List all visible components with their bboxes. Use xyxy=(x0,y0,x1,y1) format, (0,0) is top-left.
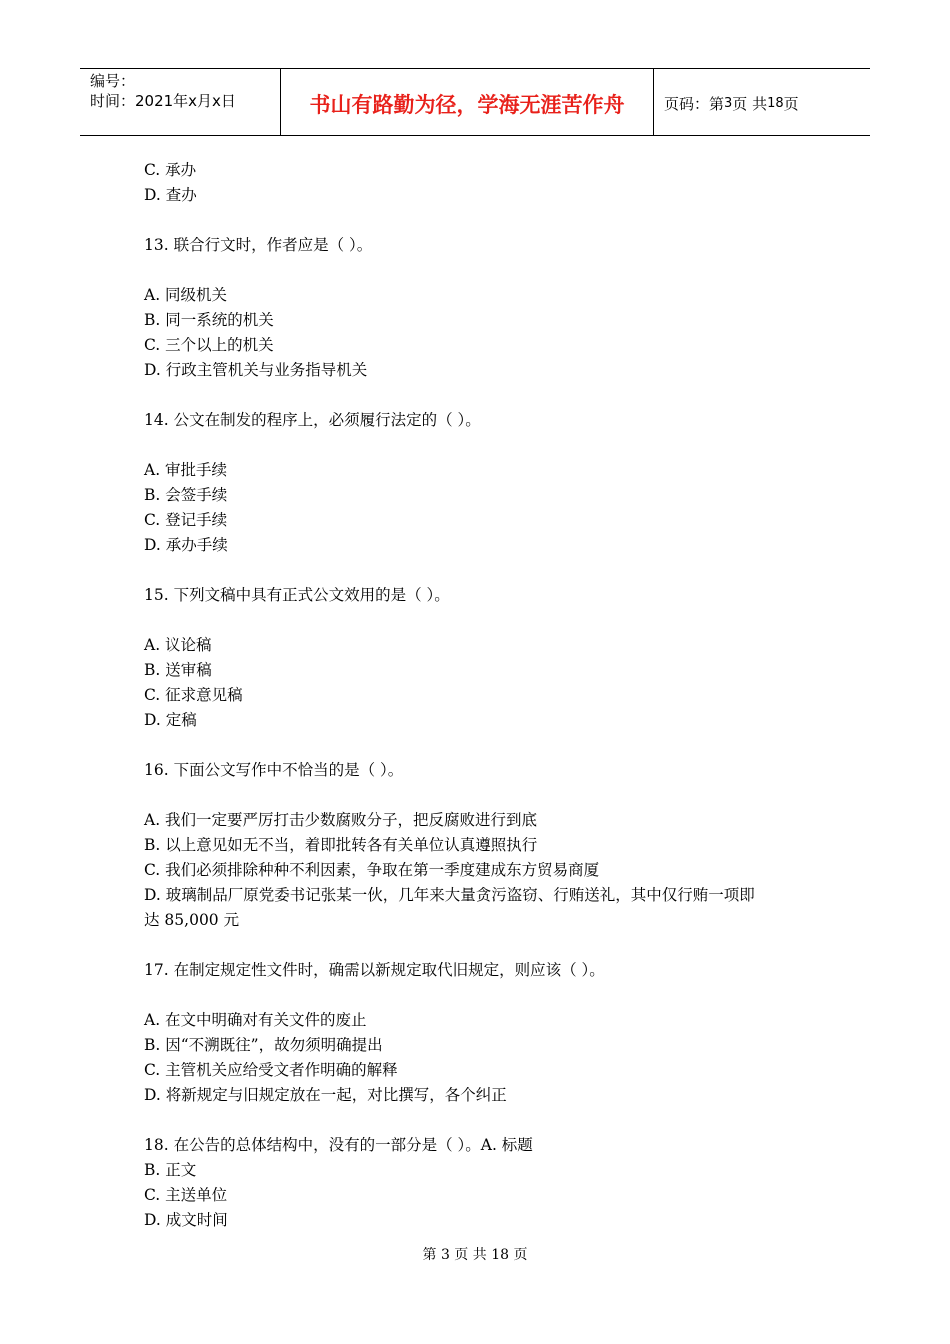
blank-line xyxy=(144,983,824,1008)
blank-line xyxy=(144,433,824,458)
question-stem: 13. 联合行文时，作者应是（ ）。 xyxy=(144,236,373,254)
answer-option: B. 会签手续 xyxy=(144,486,228,504)
answer-option: B. 送审稿 xyxy=(144,661,212,679)
blank-line xyxy=(144,733,824,758)
answer-option: D. 定稿 xyxy=(144,711,197,729)
question-content xyxy=(144,158,824,1233)
answer-option: D. 承办手续 xyxy=(144,536,228,554)
header-motto: 书山有路勤为径，学海无涯苦作舟 xyxy=(281,69,654,135)
blank-line xyxy=(144,783,824,808)
header-page-info xyxy=(654,69,870,135)
answer-option: A. 同级机关 xyxy=(144,286,228,304)
page-label-suffix: 页 xyxy=(783,94,799,113)
page-label-mid: 页 共 xyxy=(732,94,768,113)
answer-option: A. 审批手续 xyxy=(144,461,228,479)
answer-option: A. 在文中明确对有关文件的废止 xyxy=(144,1011,367,1029)
question-stem: 15. 下列文稿中具有正式公文效用的是（ ）。 xyxy=(144,586,450,604)
answer-option: A. 议论稿 xyxy=(144,636,212,654)
answer-option: A. 我们一定要严厉打击少数腐败分子，把反腐败进行到底 xyxy=(144,811,538,829)
blank-line xyxy=(144,1108,824,1133)
answer-option: D. 成文时间 xyxy=(144,1211,228,1229)
blank-line xyxy=(144,933,824,958)
answer-option: C. 我们必须排除种种不利因素，争取在第一季度建成东方贸易商厦 xyxy=(144,861,600,879)
answer-option: B. 因“不溯既往”，故勿须明确提出 xyxy=(144,1036,383,1054)
answer-option: B. 同一系统的机关 xyxy=(144,311,274,329)
answer-option: C. 三个以上的机关 xyxy=(144,336,274,354)
answer-option: C. 征求意见稿 xyxy=(144,686,243,704)
blank-line xyxy=(144,383,824,408)
answer-option: D. 行政主管机关与业务指导机关 xyxy=(144,361,368,379)
question-stem: 14. 公文在制发的程序上，必须履行法定的（ ）。 xyxy=(144,411,481,429)
question-stem: 16. 下面公文写作中不恰当的是（ ）。 xyxy=(144,761,404,779)
answer-option: D. 查办 xyxy=(144,186,197,204)
answer-option: C. 承办 xyxy=(144,161,197,179)
answer-option: B. 正文 xyxy=(144,1161,197,1179)
blank-line xyxy=(144,258,824,283)
blank-line xyxy=(144,208,824,233)
blank-line xyxy=(144,558,824,583)
answer-option: 达 85,000 元 xyxy=(144,911,240,929)
question-stem: 18. 在公告的总体结构中，没有的一部分是（ ）。A. 标题 xyxy=(144,1136,533,1154)
page-footer: 第 3 页 共 18 页 xyxy=(422,1247,528,1263)
page-total: 18 xyxy=(767,95,784,111)
page-header xyxy=(80,68,870,136)
answer-option: D. 将新规定与旧规定放在一起，对比撰写，各个纠正 xyxy=(144,1086,507,1104)
answer-option: D. 玻璃制品厂原党委书记张某一伙，几年来大量贪污盗窃、行贿送礼，其中仅行贿一项即 xyxy=(144,886,755,904)
question-stem: 17. 在制定规定性文件时，确需以新规定取代旧规定，则应该（ ）。 xyxy=(144,961,605,979)
answer-option: C. 登记手续 xyxy=(144,511,228,529)
page-label-prefix: 页码：第 xyxy=(664,94,725,113)
time-label: 时间：2021年x月x日 xyxy=(90,92,236,110)
number-label: 编号： xyxy=(90,72,136,90)
page-current: 3 xyxy=(724,95,733,111)
answer-option: C. 主送单位 xyxy=(144,1186,228,1204)
answer-option: C. 主管机关应给受文者作明确的解释 xyxy=(144,1061,398,1079)
blank-line xyxy=(144,608,824,633)
header-info xyxy=(80,69,281,135)
answer-option: B. 以上意见如无不当，着即批转各有关单位认真遵照执行 xyxy=(144,836,538,854)
